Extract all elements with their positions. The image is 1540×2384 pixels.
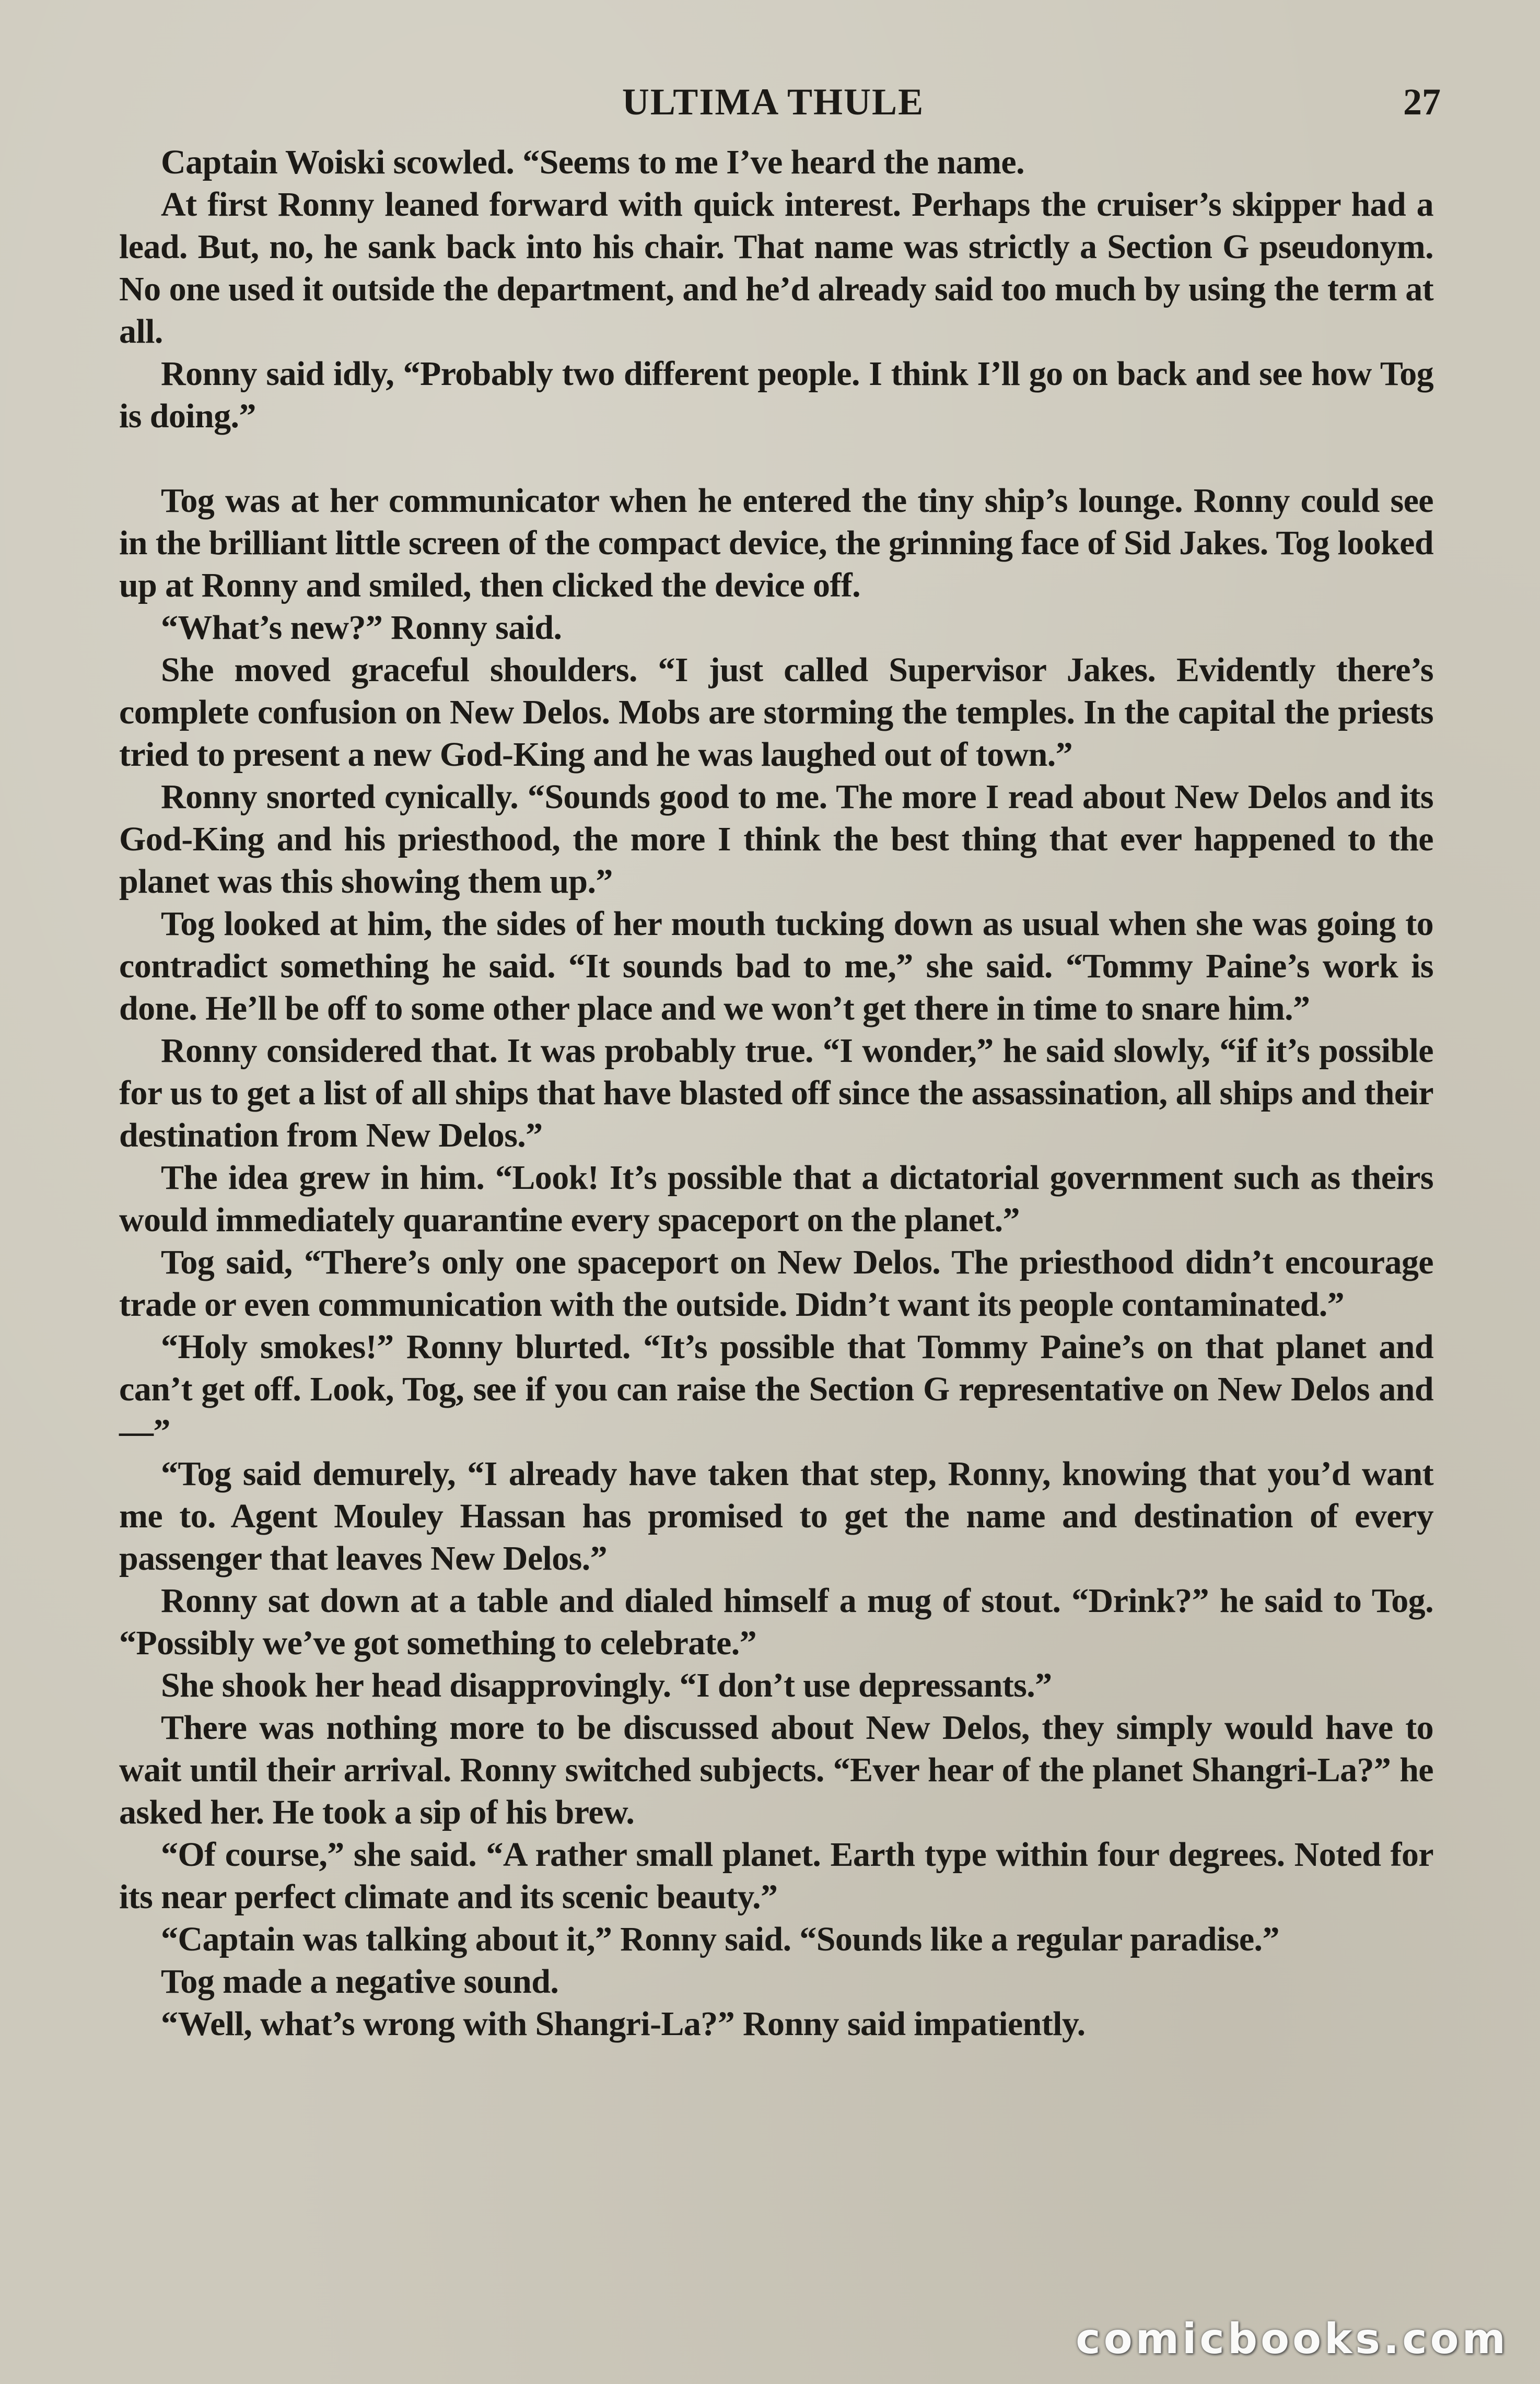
paragraph: She shook her head disapprovingly. “I don’t use depressants.”	[161, 1666, 1052, 1704]
paragraph: There was nothing more to be discussed about New Delos, they simply would have to wait until their arrival. Ronny switched subjects. “Ever hear of the planet Shangri-La?” he asked her. He took a sip of his brew.	[119, 1709, 1433, 1831]
paragraph: “Tog said demurely, “I already have taken that step, Ronny, knowing that you’d want me to. Agent Mouley Hassan has promised to get the name and destination of every passenger that leaves New Delos.”	[119, 1455, 1433, 1577]
paragraph: Ronny snorted cynically. “Sounds good to me. The more I read about New Delos and its God-King and his priesthood, the more I think the best thing that ever happened to the planet was this showing them up.”	[119, 778, 1433, 901]
body-text	[119, 141, 1433, 2045]
paragraph: Ronny considered that. It was probably true. “I wonder,” he said slowly, “if it’s possible for us to get a list of all ships that have blasted off since the assassination, all ships and their destination from New Delos.”	[119, 1032, 1433, 1154]
paragraph: “Well, what’s wrong with Shangri-La?” Ronny said impatiently.	[161, 2005, 1086, 2043]
paragraph: Ronny said idly, “Probably two different people. I think I’ll go on back and see how Tog is doing.”	[119, 355, 1433, 435]
running-head	[0, 78, 1540, 125]
watermark: comicbooks.com	[1076, 2315, 1509, 2363]
page-number: 27	[1403, 81, 1441, 123]
paragraph: She moved graceful shoulders. “I just called Supervisor Jakes. Evidently there’s complete confusion on New Delos. Mobs are storming the temples. In the capital the priests tried to present a new God-King and he was laughed out of town.”	[119, 651, 1433, 774]
paragraph: Tog was at her communicator when he entered the tiny ship’s lounge. Ronny could see in the brilliant little screen of the compact device, the grinning face of Sid Jakes. Tog looked up at Ronny and smiled, then clicked the device off.	[119, 482, 1433, 604]
paragraph: Ronny sat down at a table and dialed himself a mug of stout. “Drink?” he said to Tog. “Possibly we’ve got something to celebrate.”	[119, 1582, 1433, 1662]
paragraph: “Of course,” she said. “A rather small planet. Earth type within four degrees. Noted for its near perfect climate and its scenic beauty.”	[119, 1836, 1433, 1916]
paragraph: “What’s new?” Ronny said.	[161, 609, 562, 647]
paragraph: Tog made a negative sound.	[161, 1962, 559, 2001]
paragraph: At first Ronny leaned forward with quick interest. Perhaps the cruiser’s skipper had a lead. But, no, he sank back into his chair. That name was strictly a Section G pseudonym. No one used it outside the department, and he’d already said too much by using the term at all.	[119, 185, 1433, 350]
paragraph: “Captain was talking about it,” Ronny said. “Sounds like a regular paradise.”	[161, 1920, 1279, 1958]
paragraph: Tog said, “There’s only one spaceport on New Delos. The priesthood didn’t encourage trade or even communication with the outside. Didn’t want its people contaminated.”	[119, 1243, 1433, 1324]
paragraph: Tog looked at him, the sides of her mouth tucking down as usual when she was going to contradict something he said. “It sounds bad to me,” she said. “Tommy Paine’s work is done. He’ll be off to some other place and we won’t get there in time to snare him.”	[119, 905, 1433, 1027]
paragraph: Captain Woiski scowled. “Seems to me I’ve heard the name.	[161, 143, 1025, 181]
running-title: ULTIMA THULE	[622, 81, 925, 123]
paragraph: “Holy smokes!” Ronny blurted. “It’s possible that Tommy Paine’s on that planet and can’t get off. Look, Tog, see if you can raise the Section G representative on New Delos and—”	[119, 1328, 1433, 1451]
paragraph: The idea grew in him. “Look! It’s possible that a dictatorial government such as theirs would immediately quarantine every spaceport on the planet.”	[119, 1159, 1433, 1239]
